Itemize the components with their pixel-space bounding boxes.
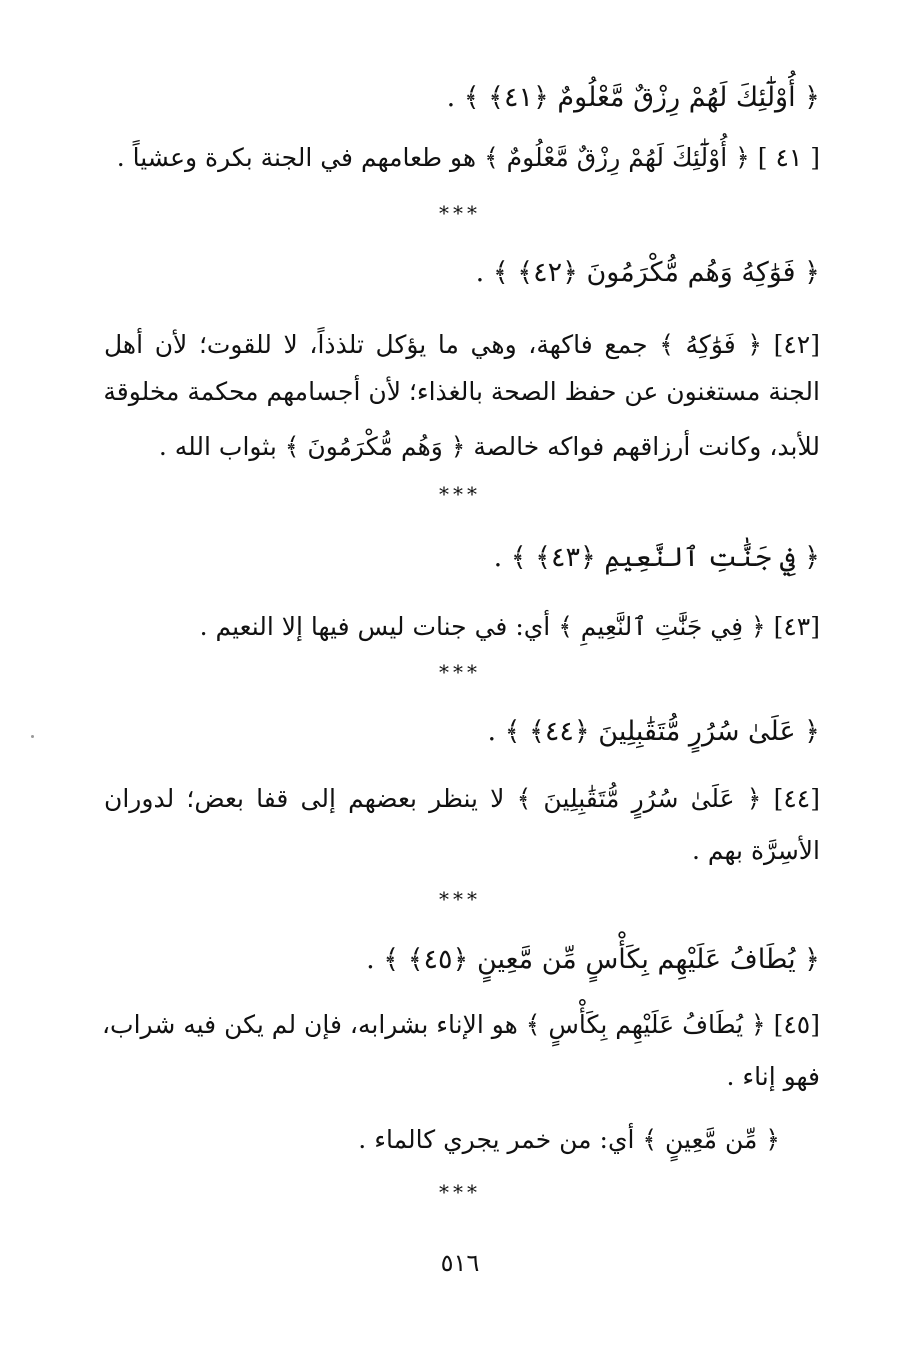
verse-44: ﴿ عَلَىٰ سُرُرٍ مُّتَقَٰبِلِينَ ﴿٤٤﴾ ﴾ . [487, 716, 820, 747]
page-number: ٥١٦ [440, 1249, 480, 1277]
commentary-44-line-1: [٤٤] ﴿ عَلَىٰ سُرُرٍ مُّتَقَٰبِلِينَ ﴾ لا ينظر بعضهم إلى قفا بعض؛ لدوران [104, 784, 820, 813]
commentary-43: [٤٣] ﴿ فِي جَنَّٰتِ ٱلنَّعِيمِ ﴾ أي: في جنات ليس فيها إلا النعيم . [199, 612, 820, 641]
commentary-42-line-3: للأبد، وكانت أرزاقهم فواكه خالصة ﴿ وَهُم مُّكْرَمُونَ ﴾ بثواب الله . [158, 432, 820, 461]
commentary-44-line-2: الأسِرَّة بهم . [691, 836, 820, 865]
verse-43: ﴿ فِي جَنَّٰتِ ٱلنَّعِيمِ ﴿٤٣﴾ ﴾ . [493, 542, 820, 573]
commentary-42-line-2: الجنة مستغنون عن حفظ الصحة بالغذاء؛ لأن أجسامهم محكمة مخلوقة [103, 377, 820, 406]
commentary-41: [ ٤١ ] ﴿ أُوْلَٰٓئِكَ لَهُمْ رِزْقٌ مَّعْلُومٌ ﴾ هو طعامهم في الجنة بكرة وعشياً . [116, 143, 820, 172]
commentary-45-line-2: فهو إناء . [726, 1062, 820, 1091]
scan-speck [31, 735, 34, 738]
separator: *** [439, 201, 481, 225]
commentary-45-line-1: [٤٥] ﴿ يُطَافُ عَلَيْهِم بِكَأْسٍ ﴾ هو الإناء بشرابه، فإن لم يكن فيه شراب، [101, 1010, 820, 1039]
commentary-45-line-3: ﴿ مِّن مَّعِينٍ ﴾ أي: من خمر يجري كالماء . [358, 1125, 780, 1154]
verse-45: ﴿ يُطَافُ عَلَيْهِم بِكَأْسٍ مِّن مَّعِينٍ ﴿٤٥﴾ ﴾ . [366, 944, 820, 975]
verse-42: ﴿ فَوَٰكِهُ وَهُم مُّكْرَمُونَ ﴿٤٢﴾ ﴾ . [475, 257, 820, 288]
separator: *** [439, 482, 481, 506]
commentary-42-line-1: [٤٢] ﴿ فَوَٰكِهُ ﴾ جمع فاكهة، وهي ما يؤكل تلذذاً، لا للقوت؛ لأن أهل [104, 330, 820, 359]
verse-41: ﴿ أُوْلَٰٓئِكَ لَهُمْ رِزْقٌ مَّعْلُومٌ ﴿٤١﴾ ﴾ . [446, 82, 820, 113]
separator: *** [439, 1180, 481, 1204]
separator: *** [439, 887, 481, 911]
separator: *** [439, 660, 481, 684]
